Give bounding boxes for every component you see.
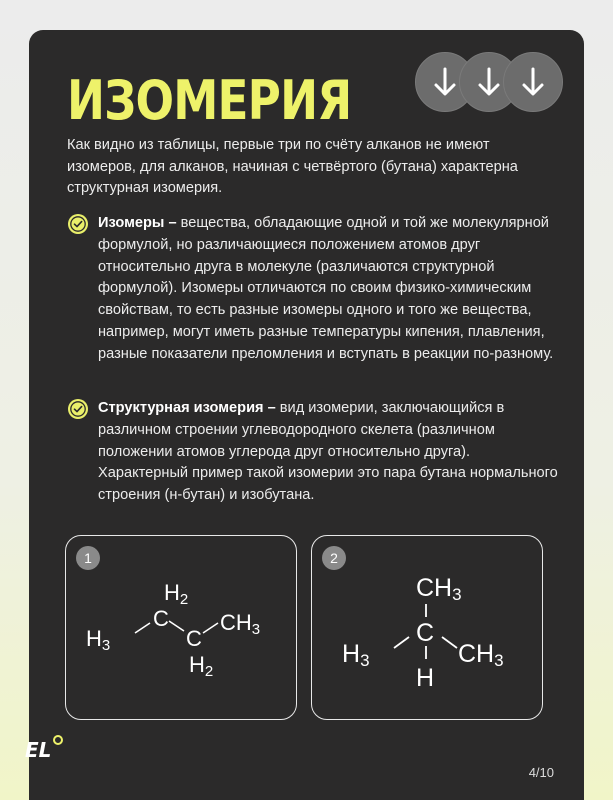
isobutane-formula <box>312 536 542 719</box>
page-title: ИЗОМЕРИЯ <box>67 69 352 132</box>
h2-bottom-group: H2 <box>189 652 214 680</box>
ch3-right-group: CH3 <box>458 640 504 670</box>
structure-number-badge: 2 <box>322 546 346 570</box>
bullet-text <box>98 213 558 366</box>
bond <box>394 637 409 648</box>
content-card <box>29 30 584 800</box>
bullet-text <box>98 398 558 507</box>
hydrogen-atom: H <box>416 664 435 692</box>
bond <box>203 623 218 633</box>
page-counter: 4/10 <box>528 765 554 780</box>
ch3-top-group: CH3 <box>416 574 462 604</box>
bond <box>169 621 184 631</box>
h2-top-group: H2 <box>164 580 189 608</box>
svg-text:EL: EL <box>25 738 52 762</box>
bond <box>135 623 150 633</box>
check-circle-icon <box>67 398 89 420</box>
bullet-term: Структурная изомерия – <box>98 400 276 416</box>
bullet-term: Изомеры – <box>98 215 177 231</box>
intro-paragraph: Как видно из таблицы, первые три по счёту алканов не имеют изомеров, для алканов, начиная с четвёртого (бутана) характерна структурная изомерия. <box>67 137 518 196</box>
h3c-group: H3 <box>342 640 370 670</box>
carbon-atom: C <box>186 626 202 651</box>
h3c-group: H3 <box>86 626 111 654</box>
arrow-down-icon <box>503 52 563 112</box>
carbon-atom: C <box>153 606 169 631</box>
check-circle-icon <box>67 213 89 235</box>
carbon-atom: C <box>416 619 435 647</box>
structure-card-n-butane <box>65 535 297 720</box>
arrows-decoration <box>415 52 563 112</box>
structure-card-isobutane <box>311 535 543 720</box>
bullet-body: вещества, обладающие одной и той же молекулярной формулой, но различающиеся положением атомов друг относительно друга в молекуле (различаются структурной формулой). Изомеры отличаются по своим физико-химическим свойствам, то есть разные изомеры одного и того же вещества, например, могут иметь разные температуры кипения, плавления, разные показатели преломления и вступать в реакции по-разному. <box>98 215 554 362</box>
bond <box>442 637 457 648</box>
n-butane-formula <box>66 536 296 719</box>
brand-logo <box>25 731 75 767</box>
structure-number-badge: 1 <box>76 546 100 570</box>
ch3-group: CH3 <box>220 610 261 638</box>
bullet-body: вид изомерии, заключающийся в различном строении углеводородного скелета (различном положении атомов углерода друг относительно друга). Характерный пример такой изомерии это пара бутана нормального строения (н-бутан) и изобутана. <box>98 400 558 504</box>
